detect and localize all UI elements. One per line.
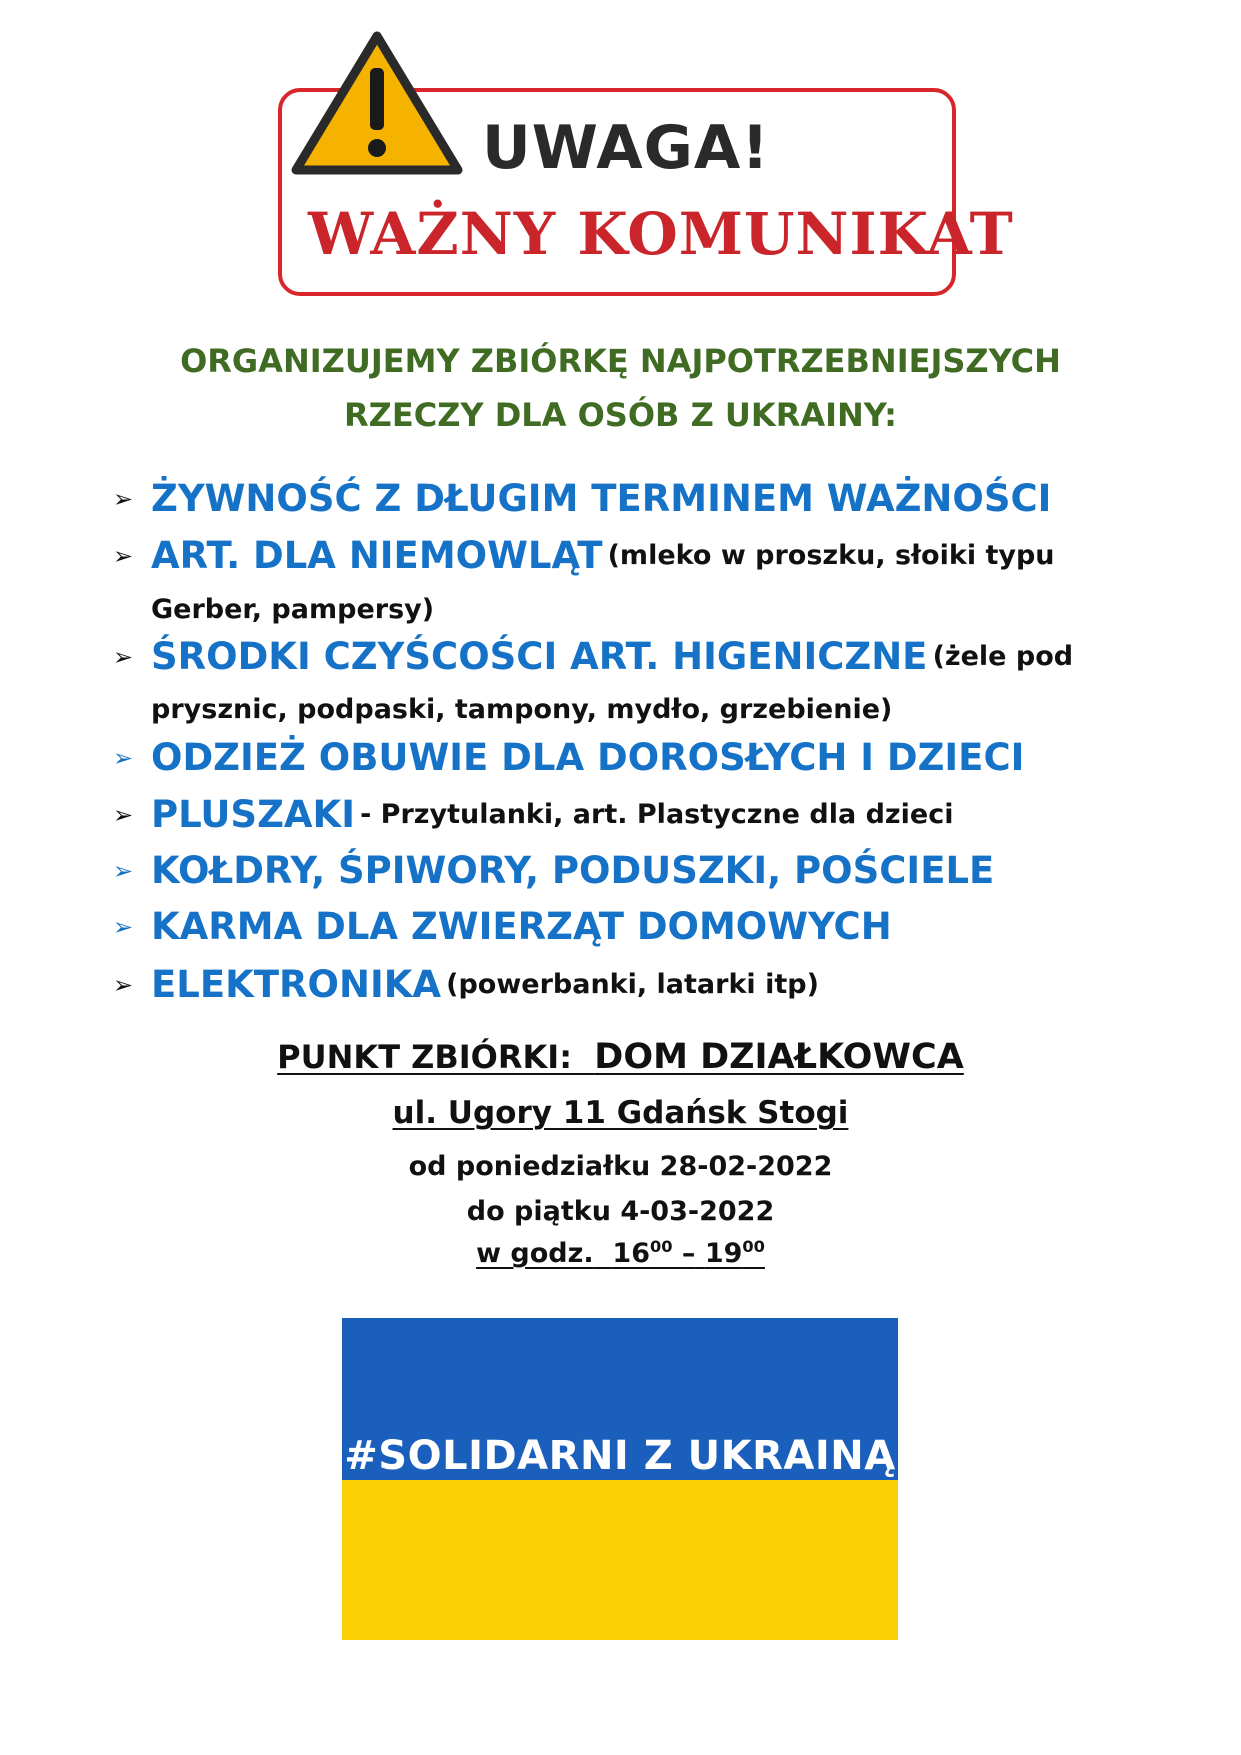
item-extra: (żele pod	[932, 641, 1074, 672]
list-item	[113, 477, 1052, 520]
hour-end-min: 00	[742, 1237, 765, 1256]
collection-address: ul. Ugory 11 Gdańsk Stogi	[392, 1095, 849, 1131]
list-item	[113, 905, 892, 948]
list-item	[113, 963, 819, 1006]
arrow-bullet-icon: ➢	[113, 743, 134, 772]
item-main: PLUSZAKI	[151, 793, 355, 836]
flag-yellow-stripe	[342, 1480, 898, 1640]
hour-end: 19	[704, 1238, 743, 1269]
hours-underline	[476, 1238, 765, 1269]
collection-hours	[0, 1237, 1241, 1269]
item-main: ŻYWNOŚĆ Z DŁUGIM TERMINEM WAŻNOŚCI	[151, 477, 1052, 520]
arrow-bullet-icon: ➢	[113, 970, 134, 999]
headline-line-1: ORGANIZUJEMY ZBIÓRKĘ NAJPOTRZEBNIEJSZYCH	[180, 342, 1061, 380]
collection-point	[0, 1037, 1241, 1077]
flag-hashtag: #SOLIDARNI Z UKRAINĄ	[344, 1433, 896, 1479]
collection-from: od poniedziałku 28-02-2022	[408, 1151, 833, 1182]
collection-to: do piątku 4-03-2022	[466, 1196, 775, 1227]
arrow-bullet-icon: ➢	[113, 800, 134, 829]
item-extra: - Przytulanki, art. Plastyczne dla dzieci	[360, 799, 954, 830]
banner-title: UWAGA!	[482, 113, 770, 183]
item-main: KOŁDRY, ŚPIWORY, PODUSZKI, POŚCIELE	[151, 849, 995, 892]
warning-triangle-icon	[290, 28, 465, 178]
arrow-bullet-icon: ➢	[113, 912, 134, 941]
banner-subtitle: WAŻNY KOMUNIKAT	[308, 200, 1014, 268]
hours-dash: –	[681, 1238, 696, 1269]
collection-label: PUNKT ZBIÓRKI:	[277, 1038, 572, 1076]
arrow-bullet-icon: ➢	[113, 642, 134, 671]
arrow-bullet-icon: ➢	[113, 856, 134, 885]
item-continuation: prysznic, podpaski, tampony, mydło, grzebienie)	[151, 694, 893, 725]
item-extra: (powerbanki, latarki itp)	[446, 969, 819, 1000]
item-extra: (mleko w proszku, słoiki typu	[607, 540, 1055, 571]
item-main: KARMA DLA ZWIERZĄT DOMOWYCH	[151, 905, 892, 948]
item-main: ODZIEŻ OBUWIE DLA DOROSŁYCH I DZIECI	[151, 736, 1025, 779]
item-main: ŚRODKI CZYŚCOŚCI ART. HIGENICZNE	[151, 635, 928, 678]
arrow-bullet-icon: ➢	[113, 484, 134, 513]
collection-place: DOM DZIAŁKOWCA	[594, 1037, 964, 1077]
hour-start-min: 00	[649, 1237, 673, 1256]
ukraine-flag	[342, 1318, 898, 1640]
hour-start: 16	[612, 1238, 650, 1269]
list-item	[113, 793, 954, 836]
item-main: ELEKTRONIKA	[151, 963, 442, 1006]
headline-line-2: RZECZY DLA OSÓB Z UKRAINY:	[344, 396, 897, 434]
list-item	[113, 736, 1025, 779]
hours-prefix: w godz.	[476, 1238, 594, 1269]
item-continuation: Gerber, pampersy)	[151, 594, 435, 625]
arrow-bullet-icon: ➢	[113, 541, 134, 570]
list-item	[113, 635, 1074, 678]
list-item	[113, 534, 1055, 577]
list-item	[113, 849, 995, 892]
item-main: ART. DLA NIEMOWLĄT	[151, 534, 603, 577]
